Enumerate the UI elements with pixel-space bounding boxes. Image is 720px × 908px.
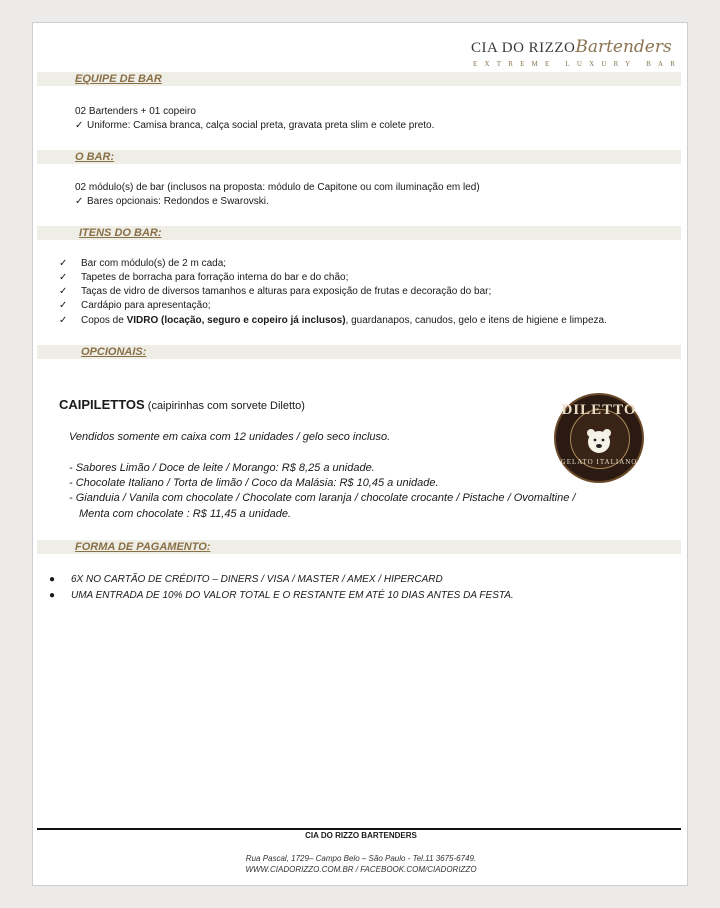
- check-icon: ✓: [59, 315, 68, 326]
- equipe-uniform-text: Uniforme: Camisa branca, calça social preta, gravata preta slim e colete preto.: [87, 120, 435, 131]
- itens-item: ✓ Tapetes de borracha para forração interna do bar e do chão;: [59, 272, 349, 283]
- bar-optional-line: [75, 196, 269, 208]
- product-name: CAIPILETTOS: [59, 397, 145, 412]
- logo-script-text: Bartenders: [575, 37, 672, 57]
- itens-bold-text: VIDRO (locação, seguro e copeiro já inclusos): [126, 315, 346, 326]
- footer-address: Rua Pascal, 1729– Campo Belo – São Paulo - Tel.11 3675-6749.: [245, 854, 477, 863]
- company-logo: [471, 37, 672, 57]
- section-title-opcionais: OPCIONAIS:: [81, 346, 147, 358]
- payment-item: ● UMA ENTRADA DE 10% DO VALOR TOTAL E O RESTANTE EM ATÉ 10 DIAS ANTES DA FESTA.: [49, 590, 514, 601]
- section-header-pagamento: [37, 540, 681, 554]
- section-title-bar: O BAR:: [75, 151, 115, 163]
- section-header-opcionais: [37, 345, 681, 359]
- bar-optional-text: Bares opcionais: Redondos e Swarovski.: [87, 196, 269, 207]
- product-note: Vendidos somente em caixa com 12 unidades / gelo seco incluso.: [69, 431, 391, 443]
- itens-item: ✓ Copos de VIDRO (locação, seguro e copeiro já inclusos), guardanapos, canudos, gelo e itens de higiene e limpeza.: [59, 315, 607, 326]
- section-header-itens: [37, 226, 681, 240]
- price-line: Menta com chocolate : R$ 11,45 a unidade.: [79, 508, 291, 520]
- diletto-logo: [554, 393, 644, 483]
- section-title-pagamento: FORMA DE PAGAMENTO:: [75, 541, 211, 553]
- document-page: [32, 22, 688, 886]
- bullet-icon: ●: [49, 590, 56, 601]
- logo-main-text: CIA DO RIZZO: [471, 40, 576, 56]
- check-icon: ✓: [59, 258, 68, 269]
- check-icon: ✓: [75, 120, 84, 131]
- itens-item: ✓ Taças de vidro de diversos tamanhos e alturas para exposição de frutas e decoração do bar;: [59, 286, 492, 297]
- itens-item: ✓ Cardápio para apresentação;: [59, 300, 211, 311]
- check-icon: ✓: [59, 300, 68, 311]
- diletto-logo-title: DILETTO: [561, 402, 637, 418]
- section-title-itens: ITENS DO BAR:: [79, 227, 162, 239]
- payment-item: ● 6X NO CARTÃO DE CRÉDITO – DINERS / VISA / MASTER / AMEX / HIPERCARD: [49, 574, 443, 585]
- bar-line-1: 02 módulo(s) de bar (inclusos na proposta: módulo de Capitone ou com iluminação em led): [75, 182, 480, 193]
- price-line: - Gianduia / Vanila com chocolate / Chocolate com laranja / chocolate crocante / Pistache / Ovomaltine /: [69, 492, 576, 504]
- diletto-logo-subtitle: GELATO ITALIANO: [560, 458, 638, 466]
- price-line: - Chocolate Italiano / Torta de limão / Coco da Malásia: R$ 10,45 a unidade.: [69, 477, 439, 489]
- logo-tagline: EXTREME LUXURY BAR: [473, 60, 683, 68]
- footer-company: CIA DO RIZZO BARTENDERS: [305, 831, 417, 840]
- footer-divider: [37, 828, 681, 830]
- product-description: (caipirinhas com sorvete Diletto): [144, 400, 305, 412]
- polar-bear-icon: [584, 427, 614, 455]
- equipe-line-1: 02 Bartenders + 01 copeiro: [75, 106, 196, 117]
- itens-item: ✓ Bar com módulo(s) de 2 m cada;: [59, 258, 227, 269]
- section-header-equipe: [37, 72, 681, 86]
- price-line: - Sabores Limão / Doce de leite / Morango: R$ 8,25 a unidade.: [69, 462, 375, 474]
- product-title: [59, 396, 305, 414]
- check-icon: ✓: [75, 196, 84, 207]
- bullet-icon: ●: [49, 574, 56, 585]
- equipe-uniform-line: [75, 120, 434, 132]
- check-icon: ✓: [59, 272, 68, 283]
- check-icon: ✓: [59, 286, 68, 297]
- section-title-equipe: EQUIPE DE BAR: [75, 73, 162, 85]
- footer-web: WWW.CIADORIZZO.COM.BR / FACEBOOK.COM/CIADORIZZO: [245, 865, 477, 874]
- section-header-bar: [37, 150, 681, 164]
